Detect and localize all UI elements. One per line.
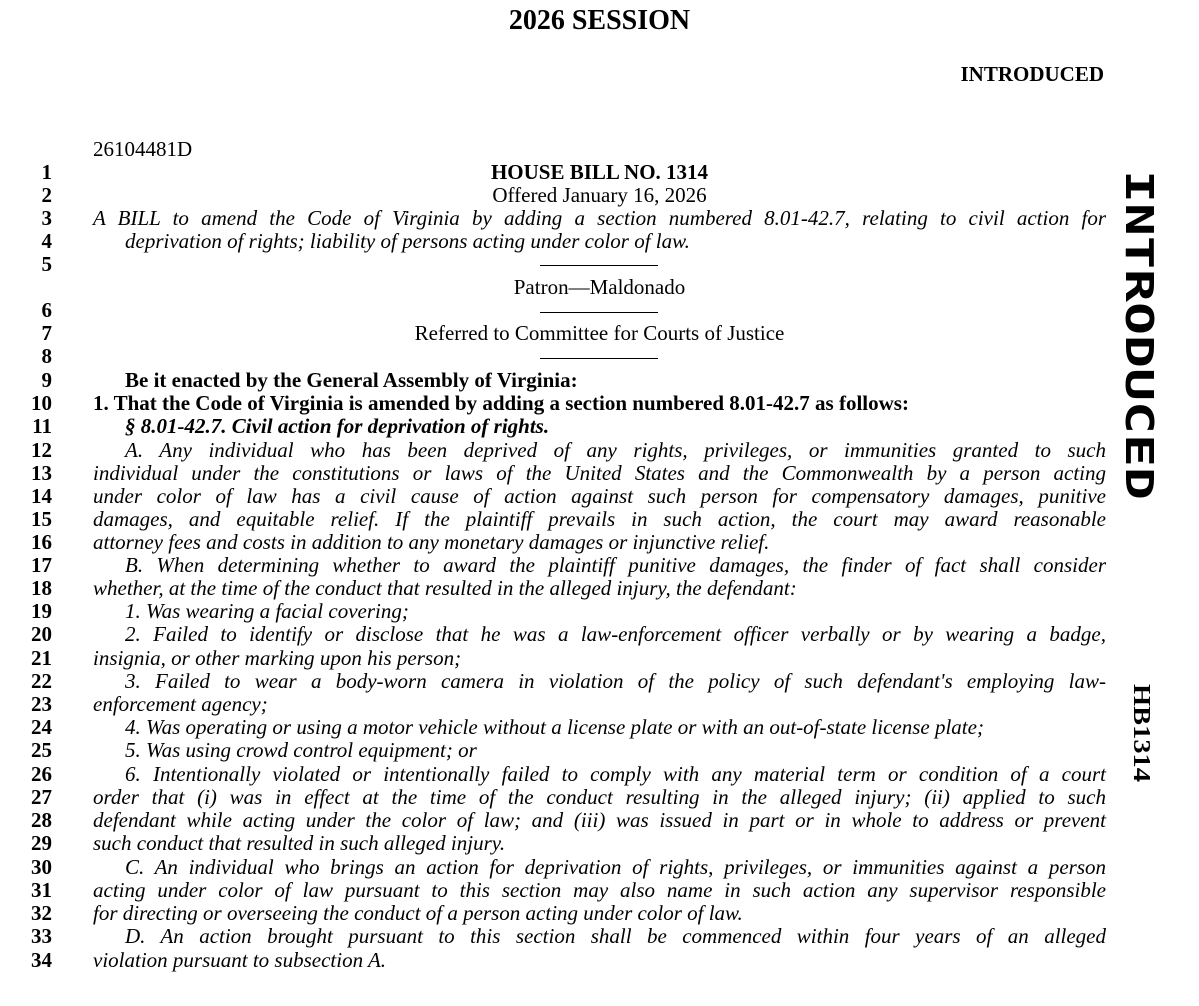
bill-number-heading: HOUSE BILL NO. 1314 xyxy=(490,160,709,184)
bill-line xyxy=(0,507,1199,531)
bill-line xyxy=(0,948,1199,972)
bill-line xyxy=(0,901,1199,925)
line-number: 33 xyxy=(31,924,52,948)
body-text: B. When determining whether to award the plaintiff punitive damages, the finder of fact shall consider xyxy=(125,553,1106,577)
line-number: 10 xyxy=(31,391,52,415)
body-text: damages, and equitable relief. If the plaintiff prevails in such action, the court may award reasonable xyxy=(93,507,1106,531)
line-number: 18 xyxy=(31,576,52,600)
patron-line xyxy=(0,275,1199,299)
body-text: acting under color of law pursuant to this section may also name in such action any supervisor responsible xyxy=(93,878,1106,902)
line-number: 13 xyxy=(31,461,52,485)
bill-line xyxy=(0,344,1199,368)
committee-referral: Referred to Committee for Courts of Justice xyxy=(414,321,785,345)
line-number: 27 xyxy=(31,785,52,809)
line-number: 7 xyxy=(41,321,52,345)
line-number: 21 xyxy=(31,646,52,670)
bill-line xyxy=(0,252,1199,276)
body-text: A. Any individual who has been deprived of any rights, privileges, or immunities granted to such xyxy=(125,438,1106,462)
body-text: attorney fees and costs in addition to any monetary damages or injunctive relief. xyxy=(93,530,770,554)
line-number: 25 xyxy=(31,738,52,762)
bill-line xyxy=(0,484,1199,508)
body-text: 6. Intentionally violated or intentionally failed to comply with any material term or condition of a court xyxy=(125,762,1106,786)
bill-line xyxy=(0,229,1199,253)
bill-line xyxy=(0,160,1199,184)
bill-line xyxy=(0,762,1199,786)
body-text: violation pursuant to subsection A. xyxy=(93,948,387,972)
body-text: under color of law has a civil cause of action against such person for compensatory damages, punitive xyxy=(93,484,1106,508)
line-number: 34 xyxy=(31,948,52,972)
bill-line xyxy=(0,831,1199,855)
section-heading: § 8.01-42.7. Civil action for deprivation of rights. xyxy=(125,414,550,438)
bill-code: 26104481D xyxy=(93,137,193,161)
divider xyxy=(540,265,658,266)
line-number: 5 xyxy=(41,252,52,276)
bill-line xyxy=(0,646,1199,670)
line-number: 2 xyxy=(41,183,52,207)
body-text: defendant while acting under the color of law; and (iii) was issued in part or in whole to address or prevent xyxy=(93,808,1106,832)
bill-line xyxy=(0,738,1199,762)
body-text: 4. Was operating or using a motor vehicle without a license plate or with an out-of-state license plate; xyxy=(125,715,984,739)
bill-line xyxy=(0,530,1199,554)
bill-line xyxy=(0,692,1199,716)
bill-line xyxy=(0,414,1199,438)
line-number: 11 xyxy=(32,414,52,438)
line-number: 14 xyxy=(31,484,52,508)
line-number: 19 xyxy=(31,599,52,623)
bill-line xyxy=(0,461,1199,485)
bill-line xyxy=(0,622,1199,646)
line-number: 31 xyxy=(31,878,52,902)
line-number: 32 xyxy=(31,901,52,925)
body-text: 2. Failed to identify or disclose that he was a law-enforcement officer verbally or by wearing a badge, xyxy=(125,622,1106,646)
status-label: INTRODUCED xyxy=(960,62,1104,86)
bill-line xyxy=(0,878,1199,902)
amendment-clause: 1. That the Code of Virginia is amended by adding a section numbered 8.01-42.7 as follows: xyxy=(93,391,909,415)
line-number: 16 xyxy=(31,530,52,554)
line-number: 4 xyxy=(41,229,52,253)
line-number: 23 xyxy=(31,692,52,716)
body-text: enforcement agency; xyxy=(93,692,268,716)
enacting-clause: Be it enacted by the General Assembly of Virginia: xyxy=(125,368,578,392)
bill-line xyxy=(0,321,1199,345)
bill-line xyxy=(0,808,1199,832)
line-number: 3 xyxy=(41,206,52,230)
body-text: individual under the constitutions or laws of the United States and the Commonwealth by a person acting xyxy=(93,461,1106,485)
line-number: 8 xyxy=(41,344,52,368)
bill-line xyxy=(0,298,1199,322)
line-number: 9 xyxy=(41,368,52,392)
body-text: 5. Was using crowd control equipment; or xyxy=(125,738,477,762)
bill-line xyxy=(0,669,1199,693)
line-number: 1 xyxy=(41,160,52,184)
side-status-text: INTRODUCED xyxy=(1117,170,1161,399)
line-number: 20 xyxy=(31,622,52,646)
line-number: 12 xyxy=(31,438,52,462)
body-text: insignia, or other marking upon his person; xyxy=(93,646,462,670)
line-number: 6 xyxy=(41,298,52,322)
side-bill-text: HB1314 xyxy=(1128,684,1154,767)
bill-title-line: deprivation of rights; liability of persons acting under color of law. xyxy=(125,229,690,253)
bill-line xyxy=(0,855,1199,879)
bill-line xyxy=(0,715,1199,739)
line-number: 17 xyxy=(31,553,52,577)
bill-line xyxy=(0,553,1199,577)
line-number: 26 xyxy=(31,762,52,786)
offered-date: Offered January 16, 2026 xyxy=(492,183,707,207)
bill-line xyxy=(0,206,1199,230)
session-title: 2026 SESSION xyxy=(508,5,691,36)
body-text: 3. Failed to wear a body-worn camera in violation of the policy of such defendant's employing law- xyxy=(125,669,1106,693)
body-text: C. An individual who brings an action for deprivation of rights, privileges, or immunities against a person xyxy=(125,855,1106,879)
body-text: 1. Was wearing a facial covering; xyxy=(125,599,409,623)
body-text: D. An action brought pursuant to this section shall be commenced within four years of an alleged xyxy=(125,924,1106,948)
patron: Patron—Maldonado xyxy=(513,275,686,299)
body-text: such conduct that resulted in such alleged injury. xyxy=(93,831,506,855)
bill-title-line: A BILL to amend the Code of Virginia by adding a section numbered 8.01-42.7, relating to civil action for xyxy=(93,206,1106,230)
line-number: 29 xyxy=(31,831,52,855)
line-number: 24 xyxy=(31,715,52,739)
divider xyxy=(540,358,658,359)
bill-line xyxy=(0,391,1199,415)
line-number: 28 xyxy=(31,808,52,832)
body-text: for directing or overseeing the conduct of a person acting under color of law. xyxy=(93,901,743,925)
body-text: whether, at the time of the conduct that resulted in the alleged injury, the defendant: xyxy=(93,576,797,600)
line-number: 22 xyxy=(31,669,52,693)
bill-line xyxy=(0,576,1199,600)
bill-line xyxy=(0,599,1199,623)
bill-line xyxy=(0,183,1199,207)
body-text: order that (i) was in effect at the time of the conduct resulting in the alleged injury; (ii) applied to such xyxy=(93,785,1106,809)
bill-line xyxy=(0,785,1199,809)
bill-line xyxy=(0,368,1199,392)
line-number: 30 xyxy=(31,855,52,879)
bill-line xyxy=(0,438,1199,462)
line-number: 15 xyxy=(31,507,52,531)
bill-line xyxy=(0,924,1199,948)
